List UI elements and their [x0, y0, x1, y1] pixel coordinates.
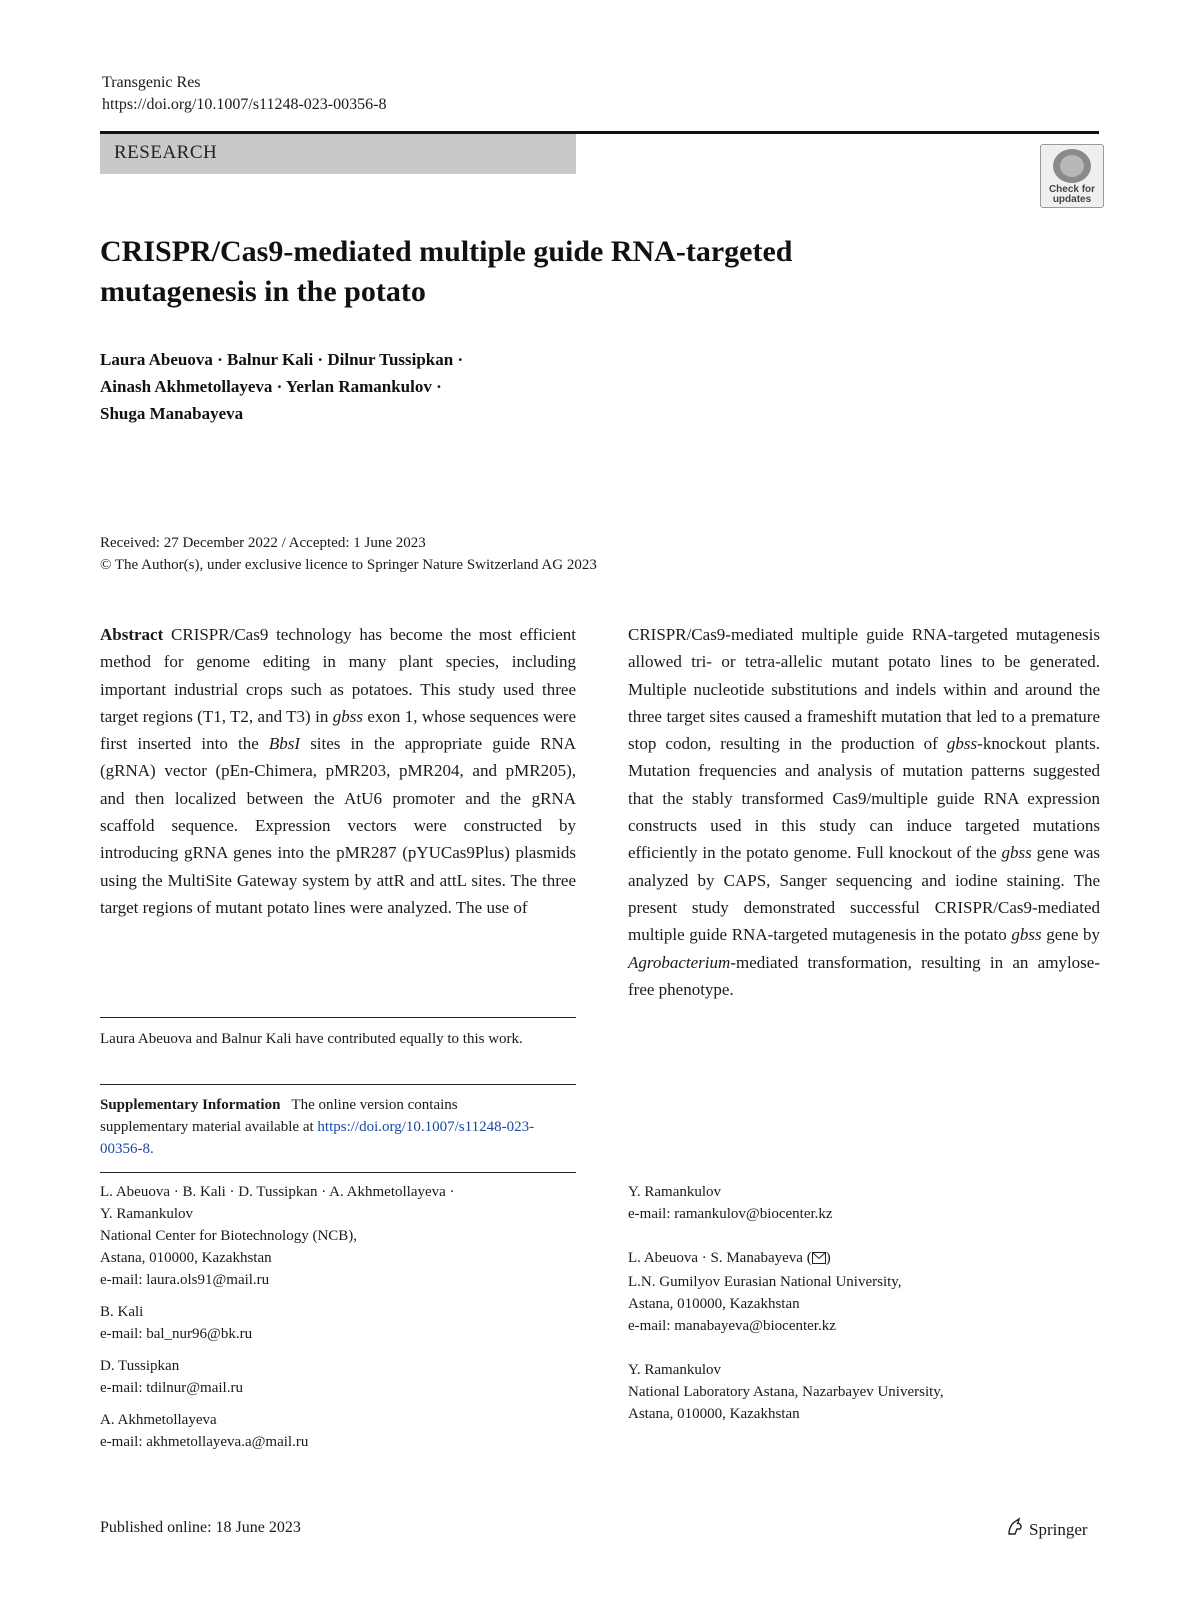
check-for-updates-badge[interactable]: [1040, 144, 1104, 208]
affil-institution: National Laboratory Astana, Nazarbayev University,: [628, 1384, 944, 1400]
publisher-logo: [1005, 1517, 1088, 1542]
affil-email[interactable]: e-mail: tdilnur@mail.ru: [100, 1380, 243, 1396]
abstract-text-1: CRISPR/Cas9 technology has become the most efficient method for genome editing in many plant species, including important industrial crops such as potatoes. This study used three target regions (T1, T2, and T3) in: [100, 625, 576, 726]
gene-name: gbss: [1011, 925, 1042, 945]
envelope-icon[interactable]: [812, 1249, 826, 1271]
affil-address: Astana, 010000, Kazakhstan: [100, 1250, 272, 1266]
received-accepted: Received: 27 December 2022 / Accepted: 1 June 2023: [100, 535, 426, 551]
affiliations-right: [628, 1181, 1098, 1425]
abstract-text-6: gene was analyzed by CAPS, Sanger sequencing and iodine staining. The present study demonstrated successful CRISPR/Cas9-mediated multiple guide RNA-targeted mutagenesis in the potato: [628, 843, 1101, 945]
published-online: Published online: 18 June 2023: [100, 1519, 301, 1536]
journal-header: [102, 72, 386, 116]
affil-address: Astana, 010000, Kazakhstan: [628, 1296, 800, 1312]
affiliations-left: [100, 1181, 570, 1453]
affil-author: Y. Ramankulov: [628, 1362, 722, 1378]
abstract-text-7: gene by: [1046, 925, 1101, 945]
authors-line-2: Ainash Akhmetollayeva · Yerlan Ramankulov ·: [100, 377, 442, 396]
affil-author: Y. Ramankulov: [628, 1184, 722, 1200]
affil-email[interactable]: e-mail: ramankulov@biocenter.kz: [628, 1206, 833, 1222]
footnote-rule-3: [100, 1172, 576, 1173]
affil-institution: L.N. Gumilyov Eurasian National University,: [628, 1274, 902, 1290]
footnote-rule-1: [100, 1017, 576, 1018]
publisher-name: Springer: [1029, 1519, 1088, 1539]
affil-email[interactable]: e-mail: akhmetollayeva.a@mail.ru: [100, 1434, 309, 1450]
affil-spacer: [628, 1337, 1098, 1359]
article-title: [100, 232, 980, 312]
footnote-rule-2: [100, 1084, 576, 1085]
affil-spacer: [100, 1345, 570, 1355]
affil-paren: ): [825, 1250, 831, 1266]
affil-author: B. Kali: [100, 1304, 144, 1320]
supplementary-link[interactable]: https://doi.org/10.1007/s11248-023-00356-8.: [100, 1119, 535, 1157]
article-dates: [100, 532, 597, 576]
author-list: [100, 346, 660, 427]
abstract-text-2: exon 1, whose sequences were first inserted into the: [100, 706, 576, 754]
abstract-text-8: -mediated transformation, resulting in an amylose-free phenotype.: [628, 952, 1100, 999]
affil-author: D. Tussipkan: [100, 1358, 180, 1374]
supplementary-heading: Supplementary Information: [100, 1097, 281, 1113]
affil-authors: L. Abeuova · S. Manabayeva (: [628, 1250, 812, 1266]
equal-contribution-note: Laura Abeuova and Balnur Kali have contributed equally to this work.: [100, 1031, 523, 1047]
affil-spacer: [100, 1291, 570, 1301]
doi-link[interactable]: https://doi.org/10.1007/s11248-023-00356-8: [102, 96, 387, 113]
gene-name: gbss: [946, 734, 978, 754]
title-line-1: CRISPR/Cas9-mediated multiple guide RNA-targeted: [100, 235, 793, 268]
affil-spacer: [628, 1225, 1098, 1247]
abstract-text-4: CRISPR/Cas9-mediated multiple guide RNA-targeted mutagenesis allowed tri- or tetra-allelic mutant potato lines to be generated. Multiple nucleotide substitutions and indels within and around the three target sites caused a frameshift mutation that led to a premature stop codon, resulting in the production of: [628, 625, 1100, 754]
gene-name: gbss: [1001, 843, 1032, 863]
affil-authors: L. Abeuova · B. Kali · D. Tussipkan · A. Akhmetollayeva ·: [100, 1184, 455, 1200]
affil-spacer: [100, 1399, 570, 1409]
section-label: RESEARCH: [114, 142, 218, 163]
supplementary-text: The online version contains supplementary material available at: [100, 1097, 458, 1135]
crossmark-icon: [1053, 149, 1091, 183]
enzyme-name: BbsI: [268, 734, 301, 754]
springer-horse-icon: [1005, 1517, 1025, 1542]
journal-name: Transgenic Res: [102, 74, 201, 91]
affil-author: A. Akhmetollayeva: [100, 1412, 217, 1428]
abstract-text-3: sites in the appropriate guide RNA (gRNA) vector (pEn-Chimera, pMR203, pMR204, and pMR205), and then localized between the AtU6 promoter and the gRNA scaffold sequence. Expression vectors were constructed by introducing gRNA genes into the pMR287 (pYUCas9Plus) plasmids using the MultiSite Gateway system by attR and attL sites. The three target regions of mutant potato lines were analyzed. The use of: [100, 734, 577, 917]
affil-email[interactable]: e-mail: laura.ols91@mail.ru: [100, 1272, 270, 1288]
abstract-left-column: [100, 621, 576, 921]
affil-email[interactable]: e-mail: manabayeva@biocenter.kz: [628, 1318, 836, 1334]
authors-line-1: Laura Abeuova · Balnur Kali · Dilnur Tussipkan ·: [100, 350, 464, 369]
supplementary-note: [100, 1094, 540, 1160]
affil-corresponding: [628, 1247, 1098, 1271]
copyright: © The Author(s), under exclusive licence to Springer Nature Switzerland AG 2023: [100, 557, 597, 573]
abstract-heading: Abstract: [100, 625, 164, 644]
gene-name: gbss: [332, 706, 363, 726]
affil-email[interactable]: e-mail: bal_nur96@bk.ru: [100, 1326, 253, 1342]
affil-authors-cont: Y. Ramankulov: [100, 1206, 194, 1222]
badge-text: Check for updates: [1048, 184, 1096, 205]
organism-name: Agrobacterium: [628, 952, 731, 972]
abstract-right-column: [628, 621, 1100, 1003]
affil-institution: National Center for Biotechnology (NCB),: [100, 1228, 358, 1244]
affil-address: Astana, 010000, Kazakhstan: [628, 1406, 800, 1422]
abstract-text-5: -knockout plants. Mutation frequencies and analysis of mutation patterns suggested that the stably transformed Cas9/multiple guide RNA expression constructs used in this study can induce targeted mutations efficiently in the potato genome. Full knockout of the: [628, 734, 1101, 863]
authors-line-3: Shuga Manabayeva: [100, 404, 244, 423]
title-line-2: mutagenesis in the potato: [100, 275, 426, 308]
